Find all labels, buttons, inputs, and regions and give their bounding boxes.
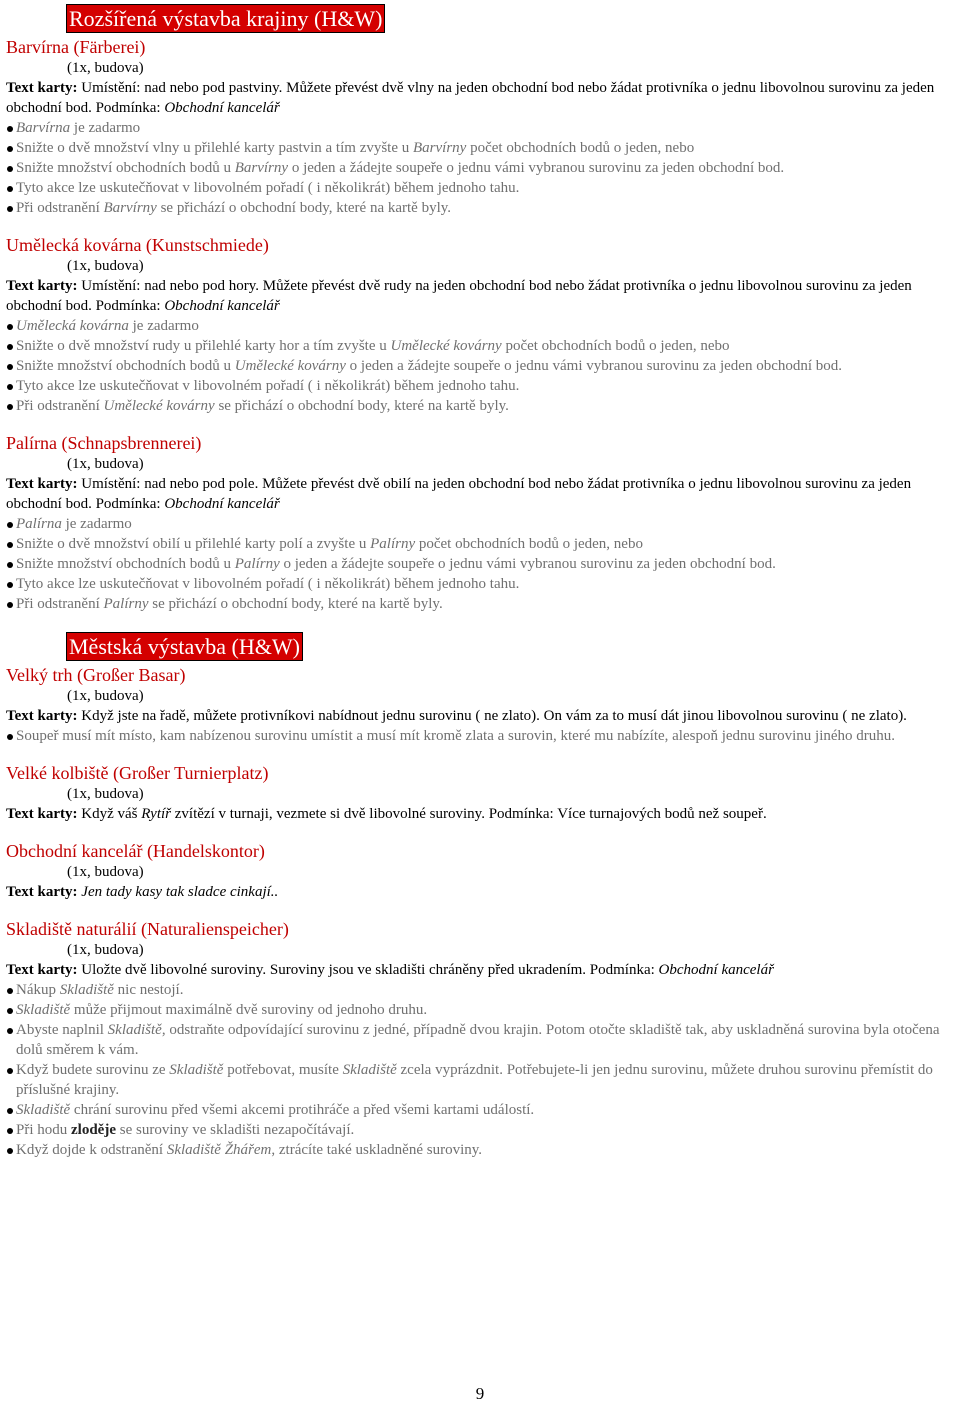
rule-item: Při hodu zloděje se suroviny ve skladišti nezapočítávají. [6, 1120, 954, 1140]
card-title: Palírna (Schnapsbrennerei) [6, 433, 202, 453]
rule-item: Snižte množství obchodních bodů u Barvírny o jeden a žádejte soupeře o jednu vámi vybranou surovinu za jeden obchodní bod. [6, 158, 954, 178]
card-text-body: Umístění: nad nebo pod pastviny. Můžete převést dvě vlny na jeden obchodní bod nebo žádat protivníka o jednu libovolnou surovinu za jeden obchodní bod. [6, 80, 935, 116]
rule-item: Nákup Skladiště nic nestojí. [6, 980, 954, 1000]
card-text [6, 706, 954, 726]
condition-value: Obchodní kancelář [164, 496, 280, 512]
rule-item: Skladiště může přijmout maximálně dvě suroviny od jednoho druhu. [6, 1000, 954, 1020]
rule-item: Snižte o dvě množství obilí u přilehlé karty polí a zvyšte u Palírny počet obchodních bodů o jeden, nebo [6, 534, 954, 554]
card-title: Velké kolbiště (Großer Turnierplatz) [6, 763, 269, 783]
rules-list [6, 316, 954, 416]
card-title: Skladiště naturálií (Naturalienspeicher) [6, 919, 289, 939]
card-section-palirna [6, 432, 954, 614]
document-page [6, 4, 954, 1160]
card-count: (1x, budova) [67, 258, 144, 274]
card-count: (1x, budova) [67, 60, 144, 76]
rules-list [6, 118, 954, 218]
card-section-kovarna [6, 234, 954, 416]
card-text [6, 276, 954, 316]
card-text-label: Text karty: [6, 962, 78, 978]
card-text [6, 882, 954, 902]
card-text: Text karty: Když váš Rytíř zvítězí v turnaji, vezmete si dvě libovolné suroviny. Podmínka: Více turnajových bodů než soupeř. [6, 806, 767, 822]
rule-item: Abyste naplnil Skladiště, odstraňte odpovídající surovinu z jedné, případně dvou krajin. Potom otočte skladiště tak, aby uskladněná surovina byla otočena dolů směrem k vám. [6, 1020, 954, 1060]
card-text-body: Umístění: nad nebo pod pole. Můžete převést dvě obilí na jeden obchodní bod nebo žádat protivníka o jednu libovolnou surovinu za jeden obchodní bod. [6, 476, 912, 512]
card-text-label: Text karty: [6, 806, 78, 822]
rule-item: Tyto akce lze uskutečňovat v libovolném pořadí ( i několikrát) během jednoho tahu. [6, 178, 954, 198]
card-count: (1x, budova) [67, 864, 144, 880]
rule-item: Snižte o dvě množství rudy u přilehlé karty hor a tím zvyšte u Umělecké kovárny počet obchodních bodů o jeden, nebo [6, 336, 954, 356]
card-section-barvirna [6, 36, 954, 218]
card-count: (1x, budova) [67, 688, 144, 704]
rule-item: Když dojde k odstranění Skladiště Žhářem, ztrácíte také uskladněné suroviny. [6, 1140, 954, 1160]
rule-item: Při odstranění Umělecké kovárny se přichází o obchodní body, které na kartě byly. [6, 396, 954, 416]
chapter-heading-city: Městská výstavba (H&W) [66, 632, 303, 661]
rule-item: Umělecká kovárna je zadarmo [6, 316, 954, 336]
card-text: Text karty: Uložte dvě libovolné suroviny. Suroviny jsou ve skladišti chráněny před ukradením. Podmínka: Obchodní kancelář [6, 962, 774, 978]
rule-item: Snižte o dvě množství vlny u přilehlé karty pastvin a tím zvyšte u Barvírny počet obchodních bodů o jeden, nebo [6, 138, 954, 158]
rule-item: Snižte množství obchodních bodů u Umělecké kovárny o jeden a žádejte soupeře o jednu vámi vybranou surovinu za jeden obchodní bod. [6, 356, 954, 376]
rule-item: Při odstranění Barvírny se přichází o obchodní body, které na kartě byly. [6, 198, 954, 218]
condition-label: Podmínka: [91, 100, 165, 116]
card-text-label: Text karty: [6, 708, 78, 724]
card-count: (1x, budova) [67, 786, 144, 802]
condition-value: Obchodní kancelář [164, 298, 280, 314]
rule-item: Soupeř musí mít místo, kam nabízenou surovinu umístit a musí mít kromě zlata a surovin, které mu nabízíte, alespoň jednu surovinu jiného druhu. [6, 726, 954, 746]
condition-value: Obchodní kancelář [164, 100, 280, 116]
card-section-skladiste [6, 918, 954, 1160]
rule-item: Snižte množství obchodních bodů u Palírny o jeden a žádejte soupeře o jednu vámi vybranou surovinu za jeden obchodní bod. [6, 554, 954, 574]
card-text-body: Umístění: nad nebo pod hory. Můžete převést dvě rudy na jeden obchodní bod nebo žádat protivníka o jednu libovolnou surovinu za jeden obchodní bod. [6, 278, 912, 314]
chapter-heading-landscape: Rozšířená výstavba krajiny (H&W) [66, 4, 385, 33]
card-text [6, 474, 954, 514]
card-text-label: Text karty: [6, 278, 78, 294]
card-text-body: Když jste na řadě, můžete protivníkovi nabídnout jednu surovinu ( ne zlato). On vám za to musí dát jinou libovolnou surovinu ( ne zlato). [81, 708, 907, 724]
card-text-body: Jen tady kasy tak sladce cinkají.. [81, 884, 279, 900]
card-section-kolbiste [6, 762, 954, 824]
card-text-label: Text karty: [6, 80, 78, 96]
card-section-kancelar [6, 840, 954, 902]
rule-item: Palírna je zadarmo [6, 514, 954, 534]
rule-item: Tyto akce lze uskutečňovat v libovolném pořadí ( i několikrát) během jednoho tahu. [6, 376, 954, 396]
card-title: Umělecká kovárna (Kunstschmiede) [6, 235, 269, 255]
card-title: Barvírna (Färberei) [6, 37, 146, 57]
rule-item: Tyto akce lze uskutečňovat v libovolném pořadí ( i několikrát) během jednoho tahu. [6, 574, 954, 594]
rule-item: Barvírna je zadarmo [6, 118, 954, 138]
condition-value: Obchodní kancelář [658, 962, 774, 978]
rule-item: Při odstranění Palírny se přichází o obchodní body, které na kartě byly. [6, 594, 954, 614]
card-section-trh [6, 664, 954, 746]
page-number: 9 [475, 1384, 485, 1403]
condition-label: Podmínka: [91, 298, 165, 314]
card-text-label: Text karty: [6, 884, 78, 900]
rule-item: Skladiště chrání surovinu před všemi akcemi protihráče a před všemi kartami událostí. [6, 1100, 954, 1120]
rules-list [6, 980, 954, 1160]
card-text-label: Text karty: [6, 476, 78, 492]
card-title: Obchodní kancelář (Handelskontor) [6, 841, 265, 861]
rules-list [6, 514, 954, 614]
card-count: (1x, budova) [67, 456, 144, 472]
card-title: Velký trh (Großer Basar) [6, 665, 186, 685]
condition-label: Podmínka: [91, 496, 165, 512]
card-text [6, 78, 954, 118]
card-count: (1x, budova) [67, 942, 144, 958]
rule-item: Když budete surovinu ze Skladiště potřebovat, musíte Skladiště zcela vyprázdnit. Potřebujete-li jen jednu surovinu, můžete druhou surovinu přemístit do příslušné krajiny. [6, 1060, 954, 1100]
rules-list [6, 726, 954, 746]
